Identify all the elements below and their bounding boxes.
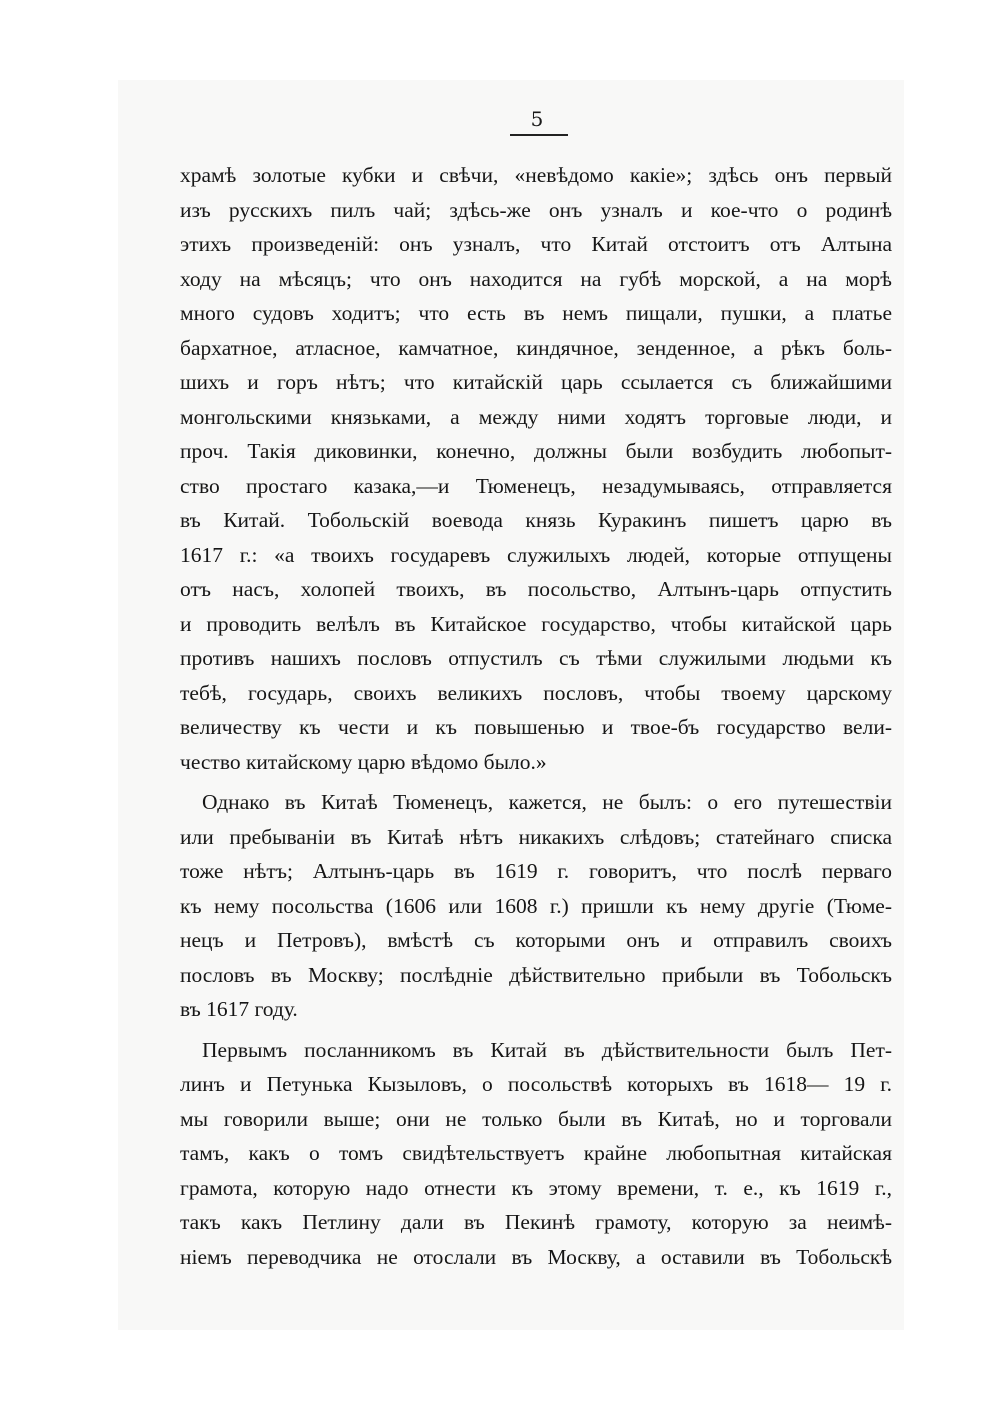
text-line: мы говорили выше; они не только были въ Китаѣ, но и торговали <box>180 1106 892 1131</box>
text-line: величеству къ чести и къ повышенью и твое-бъ государство вели- <box>180 715 892 739</box>
text-line: или пребываніи въ Китаѣ нѣтъ никакихъ слѣдовъ; статейнаго списка <box>180 824 892 849</box>
body-text <box>180 158 892 1274</box>
text-line: къ нему посольства (1606 или 1608 г.) пришли къ нему другіе (Тюме- <box>180 893 892 918</box>
text-line: чество китайскому царю вѣдомо было.» <box>180 749 547 774</box>
text-line: Однако въ Китаѣ Тюменецъ, кажется, не былъ: о его путешествіи <box>202 790 892 814</box>
text-line: проч. Такія диковинки, конечно, должны были возбудить любопыт- <box>180 439 892 463</box>
text-line: тебѣ, государь, своихъ великихъ пословъ, чтобы твоему царскому <box>180 680 892 705</box>
text-line: въ 1617 году. <box>180 997 298 1021</box>
text-line: ніемъ переводчика не отослали въ Москву, а оставили въ Тобольскѣ <box>180 1244 892 1269</box>
text-line: тоже нѣтъ; Алтынъ-царь въ 1619 г. говоритъ, что послѣ перваго <box>180 859 892 883</box>
page-number-rule <box>510 134 568 136</box>
text-line: отъ насъ, холопей твоихъ, въ посольство, Алтынъ-царь отпустить <box>180 577 892 601</box>
text-line: противъ нашихъ пословъ отпустилъ съ тѣми служилыми людьми къ <box>180 646 892 670</box>
text-line: храмѣ золотые кубки и свѣчи, «невѣдомо какіе»; здѣсь онъ первый <box>180 163 892 187</box>
text-line: шихъ и горъ нѣтъ; что китайскій царь ссылается съ ближайшими <box>180 370 892 394</box>
paragraph <box>180 1033 892 1275</box>
text-line: нецъ и Петровъ), вмѣстѣ съ которыми онъ и отправилъ своихъ <box>180 928 892 952</box>
text-line: ходу на мѣсяцъ; что онъ находится на губѣ морской, а на морѣ <box>180 266 892 291</box>
paragraph <box>180 785 892 1027</box>
text-line: грамота, которую надо отнести къ этому времени, т. е., къ 1619 г., <box>180 1175 892 1200</box>
text-line: тамъ, какъ о томъ свидѣтельствуетъ крайне любопытная китайская <box>180 1141 892 1165</box>
text-line: такъ какъ Петлину дали въ Пекинѣ грамоту, которую за неимѣ- <box>180 1210 892 1234</box>
text-line: ство простаго казака,—и Тюменецъ, незадумываясь, отправляется <box>180 473 892 498</box>
text-line: и проводить велѣлъ въ Китайское государство, чтобы китайской царь <box>180 611 892 636</box>
text-line: Первымъ посланникомъ въ Китай въ дѣйствительности былъ Пет- <box>202 1037 892 1062</box>
text-line: 1617 г.: «а твоихъ государевъ служилыхъ людей, которые отпущены <box>180 542 892 567</box>
text-line: бархатное, атласное, камчатное, киндячное, зенденное, а рѣкъ боль- <box>180 335 892 360</box>
text-line: много судовъ ходитъ; что есть въ немъ пищали, пушки, а платье <box>180 301 892 325</box>
text-line: линъ и Петунька Кызыловъ, о посольствѣ которыхъ въ 1618— 19 г. <box>180 1072 892 1096</box>
text-line: пословъ въ Москву; послѣдніе дѣйствительно прибыли въ Тобольскъ <box>180 962 892 987</box>
text-line: изъ русскихъ пилъ чай; здѣсь-же онъ узналъ и кое-что о родинѣ <box>180 197 892 222</box>
paragraph <box>180 158 892 779</box>
page-number: 5 <box>530 107 544 131</box>
text-line: въ Китай. Тобольскій воевода князь Куракинъ пишетъ царю въ <box>180 508 892 532</box>
text-line: монгольскими князьками, а между ними ходятъ торговые люди, и <box>180 404 892 429</box>
text-line: этихъ произведеній: онъ узналъ, что Китай отстоитъ отъ Алтына <box>180 232 892 256</box>
